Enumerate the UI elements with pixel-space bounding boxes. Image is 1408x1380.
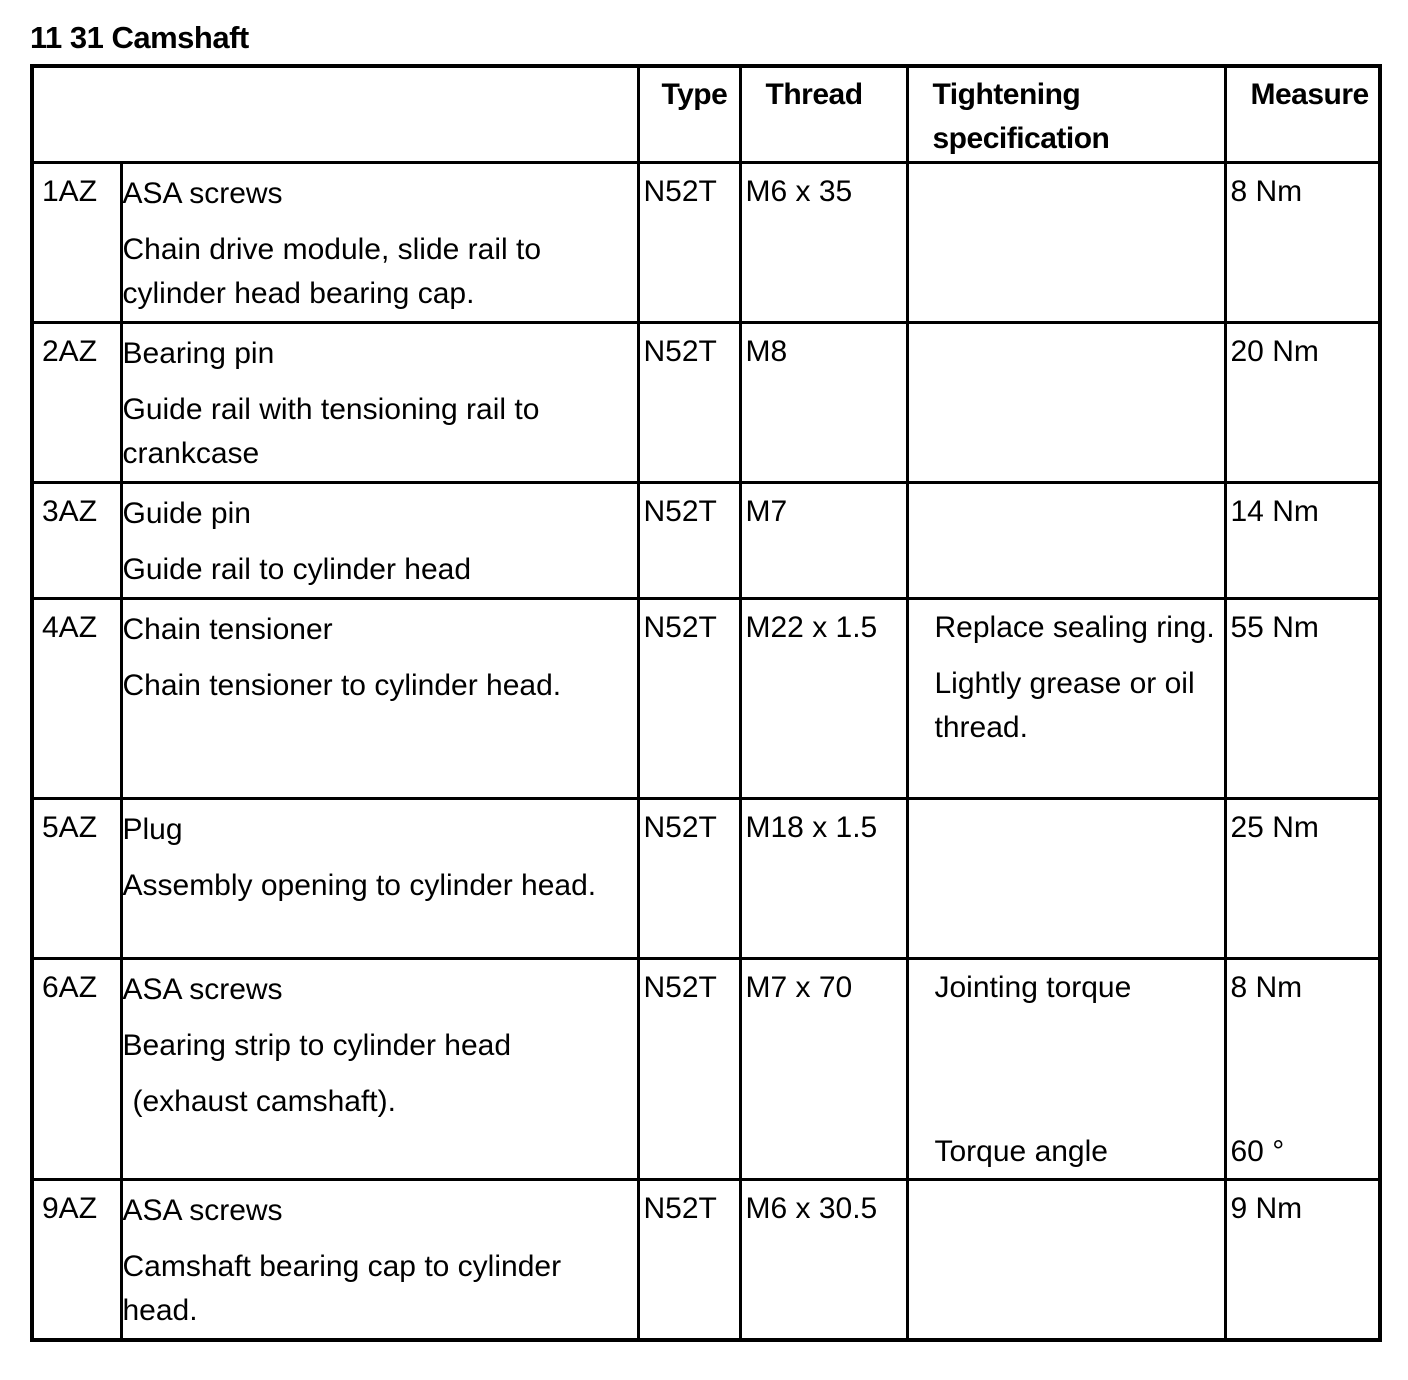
part-description-note: (exhaust camshaft). [132,1085,396,1118]
row-spec [907,483,1225,599]
part-description: Camshaft bearing cap to cylinder head. [122,1250,562,1327]
table-row [32,163,1380,323]
table-row [32,483,1380,599]
part-name: Plug [122,813,183,846]
row-description [121,1180,638,1340]
row-thread: M6 x 30.5 [740,1180,907,1340]
row-id: 3AZ [32,483,121,599]
part-name: Chain tensioner [122,613,333,646]
row-measure: 9 Nm [1225,1180,1380,1340]
row-type: N52T [638,799,740,959]
row-spec [907,323,1225,483]
row-type: N52T [638,323,740,483]
row-thread: M7 [740,483,907,599]
row-id: 9AZ [32,1180,121,1340]
part-description: Guide rail to cylinder head [122,553,472,586]
row-measure [1225,959,1380,1180]
part-description: Chain tensioner to cylinder head. [122,669,562,702]
row-description [121,323,638,483]
table-row [32,599,1380,799]
part-name: ASA screws [122,1194,283,1227]
row-id: 4AZ [32,599,121,799]
torque-spec-table [30,64,1382,1342]
row-description [121,163,638,323]
spec-note: Lightly grease or oil thread. [934,667,1195,744]
row-description [121,799,638,959]
header-row [32,66,1380,163]
row-type: N52T [638,1180,740,1340]
part-name: Guide pin [122,497,251,530]
header-thread: Thread [740,66,907,163]
row-measure: 20 Nm [1225,323,1380,483]
row-description [121,599,638,799]
row-measure: 25 Nm [1225,799,1380,959]
part-description: Bearing strip to cylinder head [122,1029,512,1062]
row-spec [907,1180,1225,1340]
part-description: Chain drive module, slide rail to cylinder head bearing cap. [122,233,542,310]
header-type: Type [638,66,740,163]
row-spec [907,599,1225,799]
spec-note: Replace sealing ring. [934,611,1215,644]
page-title: 11 31 Camshaft [30,20,249,55]
row-description [121,959,638,1180]
row-id: 2AZ [32,323,121,483]
part-name: ASA screws [122,177,283,210]
table-row [32,323,1380,483]
row-thread: M18 x 1.5 [740,799,907,959]
measure-angle: 60 ° [1230,1135,1285,1168]
header-measure: Measure [1225,66,1380,163]
row-id: 1AZ [32,163,121,323]
row-thread: M7 x 70 [740,959,907,1180]
header-blank [32,66,638,163]
spec-torque-angle: Torque angle [934,1135,1108,1168]
row-measure: 55 Nm [1225,599,1380,799]
row-spec [907,163,1225,323]
part-name: ASA screws [122,973,283,1006]
table-row [32,799,1380,959]
row-measure: 14 Nm [1225,483,1380,599]
table-row [32,959,1380,1180]
row-thread: M22 x 1.5 [740,599,907,799]
table-row [32,1180,1380,1340]
row-type: N52T [638,959,740,1180]
row-spec [907,799,1225,959]
row-thread: M6 x 35 [740,163,907,323]
row-type: N52T [638,163,740,323]
row-thread: M8 [740,323,907,483]
row-type: N52T [638,483,740,599]
header-tightening: Tightening specification [907,66,1225,163]
spec-jointing-torque: Jointing torque [934,971,1132,1004]
row-description [121,483,638,599]
row-spec [907,959,1225,1180]
part-description: Guide rail with tensioning rail to crankcase [122,393,540,470]
part-name: Bearing pin [122,337,275,370]
measure-torque: 8 Nm [1230,971,1303,1004]
row-id: 6AZ [32,959,121,1180]
row-measure: 8 Nm [1225,163,1380,323]
row-type: N52T [638,599,740,799]
row-id: 5AZ [32,799,121,959]
part-description: Assembly opening to cylinder head. [122,869,597,902]
